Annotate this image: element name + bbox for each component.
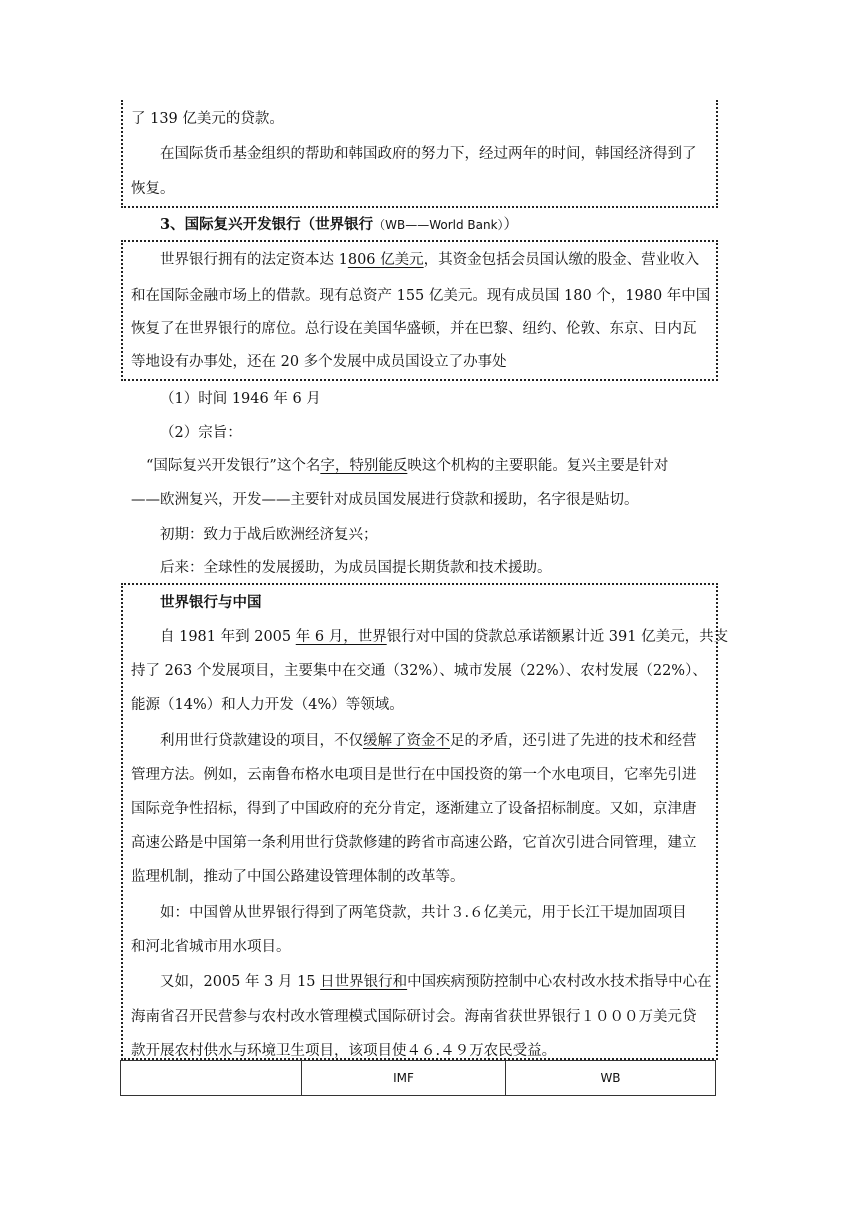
purpose-text: 映这个机构的主要职能。复兴主要是针对 — [407, 458, 669, 474]
wb-intro-text: ，其资金包括会员国认缴的股金、营业收入 — [423, 252, 700, 268]
wb-china-c1: 如：中国曾从世界银行得到了两笔贷款，共计３.６亿美元，用于长江干堤加固项目 — [160, 905, 687, 921]
wb-time: （1）时间 1946 年 6 月 — [160, 391, 321, 407]
wb-china-a2: 持了 263 个发展项目，主要集中在交通（32%）、城市发展（22%）、农村发展（22%）、 — [131, 663, 707, 679]
china-text: 银行对中国的贷款总承诺额累计近 391 亿美元，共支 — [386, 629, 729, 645]
wb-intro-line-4: 等地设有办事处，还在 20 多个发展中成员国设立了办事处 — [131, 354, 507, 370]
wb-intro-line-2: 和在国际金融市场上的借款。现有总资产 155 亿美元。现有成员国 180 个，1980 年中国 — [131, 288, 711, 304]
wb-purpose-line-1 — [146, 456, 668, 476]
wb-china-d3: 款开展农村供水与环境卫生项目，该项目使４６.４９万农民受益。 — [131, 1043, 557, 1059]
china-text: 自 1981 年到 2005 — [160, 629, 296, 645]
china-text: 足的矛盾，还引进了先进的技术和经营 — [450, 733, 697, 749]
china-underlined: 日世界银行和 — [320, 974, 408, 990]
china-text: 中国疾病预防控制中心农村改水技术指导中心在 — [407, 974, 712, 990]
table-header-cell: IMF — [302, 1061, 506, 1096]
wb-china-a3: 能源（14%）和人力开发（4%）等领域。 — [131, 697, 404, 713]
purpose-text: “国际复兴开发银行”这个名 — [146, 458, 321, 474]
china-underlined: 年 6 月，世界 — [295, 629, 387, 645]
wb-purpose-label: （2）宗旨： — [160, 425, 242, 441]
wb-intro-text: 世界银行拥有的法定资本达 1 — [160, 252, 348, 268]
wb-intro-line-3: 恢复了在世界银行的席位。总行设在美国华盛顿，并在巴黎、纽约、伦敦、东京、日内瓦 — [131, 321, 697, 337]
section-3-heading-cn: 3、国际复兴开发银行（世界银行 — [160, 216, 374, 233]
korea-note-line-1: 了 139 亿美元的贷款。 — [131, 111, 284, 127]
china-text: 利用世行贷款建设的项目，不仅 — [160, 733, 363, 749]
korea-note-line-2: 在国际货币基金组织的帮助和韩国政府的努力下，经过两年的时间，韩国经济得到了 — [160, 146, 697, 162]
wb-china-b4: 高速公路是中国第一条利用世行贷款修建的跨省市高速公路，它首次引进合同管理，建立 — [131, 835, 697, 851]
table-header-cell: WB — [506, 1061, 716, 1096]
wb-china-c2: 和河北省城市用水项目。 — [131, 939, 291, 955]
imf-wb-comparison-table — [120, 1060, 716, 1096]
section-3-heading-en: （WB——World Bank） — [373, 218, 504, 232]
wb-china-a1 — [160, 627, 728, 647]
table-header-cell — [121, 1061, 302, 1096]
wb-china-b2: 管理方法。例如，云南鲁布格水电项目是世行在中国投资的第一个水电项目，它率先引进 — [131, 767, 697, 783]
table-row — [121, 1061, 716, 1096]
section-3-heading-end: ） — [503, 217, 519, 233]
purpose-underlined: 字，特别能反 — [320, 458, 408, 474]
wb-china-b5: 监理机制，推动了中国公路建设管理体制的改革等。 — [131, 869, 465, 885]
section-3-heading — [160, 215, 518, 235]
wb-intro-underlined: 806 亿美元 — [347, 252, 424, 268]
wb-china-title: 世界银行与中国 — [160, 594, 262, 611]
wb-china-d2: 海南省召开民营参与农村改水管理模式国际研讨会。海南省获世界银行１０００万美元贷 — [131, 1009, 697, 1025]
wb-china-d1 — [160, 972, 712, 992]
china-text: 又如，2005 年 3 月 15 — [160, 974, 321, 990]
korea-note-line-3: 恢复。 — [131, 181, 175, 197]
wb-china-b1 — [160, 731, 697, 751]
wb-intro-line-1 — [160, 250, 699, 270]
china-underlined: 缓解了资金不 — [363, 733, 450, 749]
wb-china-b3: 国际竞争性招标，得到了中国政府的充分肯定，逐渐建立了设备招标制度。又如，京津唐 — [131, 801, 697, 817]
wb-purpose-line-2: ——欧洲复兴，开发——主要针对成员国发展进行贷款和援助，名字很是贴切。 — [131, 492, 639, 508]
wb-early: 初期：致力于战后欧洲经济复兴； — [160, 527, 378, 543]
wb-later: 后来：全球性的发展援助，为成员国提长期货款和技术援助。 — [160, 560, 552, 576]
